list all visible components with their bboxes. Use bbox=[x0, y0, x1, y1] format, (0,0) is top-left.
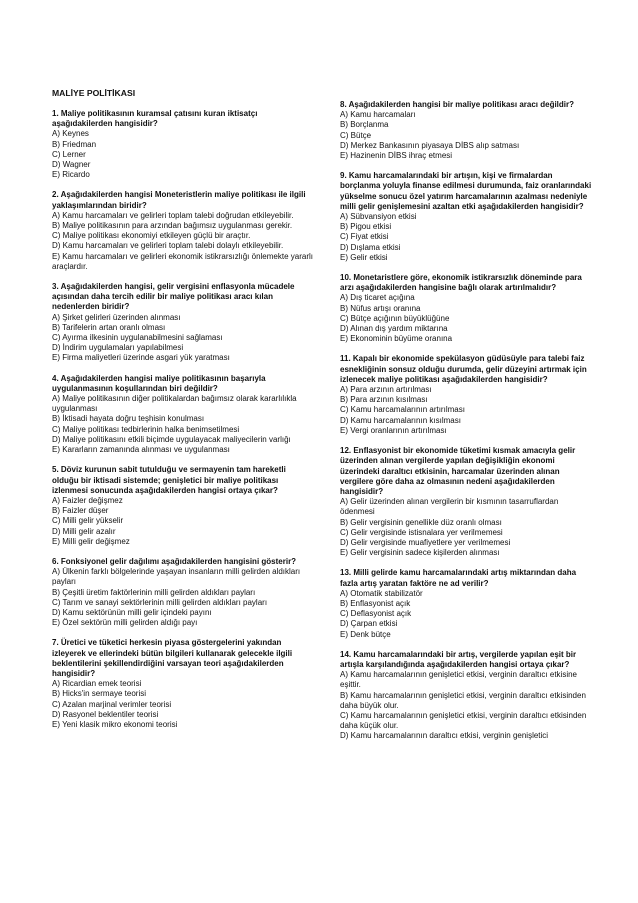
option-b: B) Maliye politikasının para arzından bağımsız uygulanması gerekir. bbox=[52, 221, 293, 231]
option-e: E) Kararların zamanında alınması ve uygulanması bbox=[52, 445, 230, 455]
option-d: D) Merkez Bankasının piyasaya DİBS alıp satması bbox=[340, 140, 520, 150]
option-a: A) Para arzının artırılması bbox=[340, 385, 432, 395]
question-text: 3. Aşağıdakilerden hangisi, gelir vergisini enflasyonla mücadele açısından daha tercih edilir bir maliye politikası aracı kılan nedenlerden biridir? bbox=[52, 282, 295, 312]
option-e: E) Ricardo bbox=[52, 170, 90, 180]
option-d: D) Kamu harcamalarının kısılması bbox=[340, 415, 461, 425]
option-e: E) Özel sektörün milli gelirden aldığı payı bbox=[52, 618, 198, 628]
option-c: C) Kamu harcamalarının genişletici etkisi, verginin daraltıcı etkisinden daha küçük olur. bbox=[340, 710, 587, 731]
option-c: C) Maliye politikası tedbirlerinin halka benimsetilmesi bbox=[52, 424, 240, 434]
option-d: D) Maliye politikasını etkili biçimde uygulayacak maliyecilerin varlığı bbox=[52, 434, 291, 444]
option-d: D) Alınan dış yardım miktarına bbox=[340, 324, 448, 334]
option-b: B) Nüfus artışı oranına bbox=[340, 303, 421, 313]
question-9 bbox=[340, 171, 595, 263]
option-e: E) Denk bütçe bbox=[340, 629, 391, 639]
option-c: C) Milli gelir yükselir bbox=[52, 516, 124, 526]
question-2 bbox=[52, 190, 314, 272]
option-a: A) Maliye politikasının diğer politikalardan bağımsız olarak kararlılıkla uygulanması bbox=[52, 394, 297, 414]
option-c: C) Ayırma ilkesinin uygulanabilmesini sağlaması bbox=[52, 333, 223, 343]
option-d: D) Çarpan etkisi bbox=[340, 619, 398, 629]
option-c: C) Deflasyonist açık bbox=[340, 609, 412, 619]
option-b: B) Gelir vergisinin genellikle düz oranlı olması bbox=[340, 517, 502, 527]
option-b: B) Borçlanma bbox=[340, 120, 389, 130]
option-c: C) Bütçe bbox=[340, 130, 372, 140]
option-b: B) İktisadi hayata doğru teşhisin konulması bbox=[52, 414, 205, 424]
option-a: A) Faizler değişmez bbox=[52, 495, 123, 505]
option-c: C) Azalan marjinal verimler teorisi bbox=[52, 699, 172, 709]
question-11 bbox=[340, 354, 595, 436]
question-13 bbox=[340, 568, 595, 639]
option-b: B) Para arzının kısılması bbox=[340, 395, 428, 405]
question-text: 2. Aşağıdakilerden hangisi Moneteristlerin maliye politikası ile ilgili yaklaşımlarından biridir? bbox=[52, 190, 306, 210]
option-a: A) Ülkenin farklı bölgelerinde yaşayan insanların milli gelirden aldıkları payları bbox=[52, 567, 301, 587]
option-c: C) Lerner bbox=[52, 149, 86, 159]
question-10 bbox=[340, 273, 595, 344]
option-a: A) Dış ticaret açığına bbox=[340, 293, 415, 303]
question-text: 10. Monetaristlere göre, ekonomik istikrarsızlık döneminde para arzı aşağıdakilerden hangisine bağlı olarak artırılmalıdır? bbox=[340, 273, 582, 293]
option-c: C) Bütçe açığının büyüklüğüne bbox=[340, 313, 450, 323]
option-a: A) Kamu harcamaları bbox=[340, 110, 416, 120]
option-a: A) Ricardian emek teorisi bbox=[52, 679, 142, 689]
question-text: 9. Kamu harcamalarındaki bir artışın, kişi ve firmalardan borçlanma yoluyla finanse edilmesi durumunda, faiz oranlarındaki yükselme sonucu özel yatırım harcamalarının azalması nedeniyle milli gelir genişlemesini azaltan etki aşağıdakilerden hangisidir? bbox=[340, 171, 592, 211]
question-1 bbox=[52, 109, 314, 180]
option-d: D) İndirim uygulamaları yapılabilmesi bbox=[52, 343, 184, 353]
question-4 bbox=[52, 374, 314, 456]
question-7 bbox=[52, 638, 314, 730]
option-d: D) Milli gelir azalır bbox=[52, 526, 116, 536]
option-d: D) Dışlama etkisi bbox=[340, 242, 401, 252]
option-a: A) Keynes bbox=[52, 129, 89, 139]
option-c: C) Maliye politikası ekonomiyi etkileyen güçlü bir araçtır. bbox=[52, 231, 251, 241]
option-b: B) Friedman bbox=[52, 139, 97, 149]
option-e: E) Gelir vergisinin sadece kişilerden alınması bbox=[340, 548, 500, 558]
option-a: A) Otomatik stabilizatör bbox=[340, 588, 423, 598]
question-text: 8. Aşağıdakilerden hangisi bir maliye politikası aracı değildir? bbox=[340, 100, 575, 109]
question-text: 6. Fonksiyonel gelir dağılımı aşağıdakilerden hangisini gösterir? bbox=[52, 556, 297, 566]
option-d: D) Wagner bbox=[52, 160, 91, 170]
option-a: A) Gelir üzerinden alınan vergilerin bir kısmının tasarruflardan ödenmesi bbox=[340, 497, 559, 517]
option-b: B) Tarifelerin artan oranlı olması bbox=[52, 322, 166, 332]
option-a: A) Kamu harcamaları ve gelirleri toplam talebi doğrudan etkileyebilir. bbox=[52, 210, 294, 220]
option-a: A) Kamu harcamalarının genişletici etkisi, verginin daraltıcı etkisine eşittir. bbox=[340, 670, 577, 690]
option-b: B) Hicks'in sermaye teorisi bbox=[52, 689, 146, 699]
right-column bbox=[340, 100, 595, 752]
question-text: 14. Kamu harcamalarındaki bir artış, vergilerde yapılan eşit bir artışla karşılandığında aşağıdakilerden hangisi ortaya çıkar? bbox=[340, 649, 577, 669]
option-e: E) Vergi oranlarının artırılması bbox=[340, 425, 447, 435]
option-b: B) Enflasyonist açık bbox=[340, 598, 411, 608]
option-a: A) Şirket gelirleri üzerinden alınması bbox=[52, 312, 181, 322]
option-d: D) Kamu harcamalarının daraltıcı etkisi, verginin genişletici bbox=[340, 731, 549, 741]
page-title: MALİYE POLİTİKASI bbox=[52, 88, 136, 98]
option-d: D) Kamu sektörünün milli gelir içindeki payını bbox=[52, 607, 212, 617]
option-c: C) Fiyat etkisi bbox=[340, 232, 389, 242]
option-d: D) Rasyonel beklentiler teorisi bbox=[52, 709, 159, 719]
option-c: C) Tarım ve sanayi sektörlerinin milli gelirden aldıkları payları bbox=[52, 597, 268, 607]
question-6 bbox=[52, 557, 314, 628]
question-text: 5. Döviz kurunun sabit tutulduğu ve sermayenin tam hareketli olduğu bir iktisadi sistemde; genişletici bir maliye politikası izlenmesi sonucunda aşağıdakilerden hangisi ortaya çıkar? bbox=[52, 465, 286, 495]
question-12 bbox=[340, 446, 595, 558]
question-text: 13. Milli gelirde kamu harcamalarındaki artış miktarından daha fazla artış yaratan faktöre ne ad verilir? bbox=[340, 568, 577, 588]
question-14 bbox=[340, 650, 595, 742]
option-d: D) Gelir vergisinde muafiyetlere yer verilmemesi bbox=[340, 537, 511, 547]
option-b: B) Çeşitli üretim faktörlerinin milli gelirden aldıkları payları bbox=[52, 587, 256, 597]
option-b: B) Faizler düşer bbox=[52, 506, 109, 516]
question-text: 7. Üretici ve tüketici herkesin piyasa göstergelerini yakından izleyerek ve ellerindeki bütün bilgileri kullanarak gelecekle ilgili beklentilerini şekillendirdiğini varsayan teori aşağıdakilerden hangisidir? bbox=[52, 638, 293, 678]
option-d: D) Kamu harcamaları ve gelirleri toplam talebi dolaylı etkileyebilir. bbox=[52, 241, 284, 251]
option-b: B) Pigou etkisi bbox=[340, 222, 392, 232]
option-e: E) Hazinenin DİBS ihraç etmesi bbox=[340, 151, 453, 161]
question-text: 11. Kapalı bir ekonomide spekülasyon güdüsüyle para talebi faiz esnekliğinin sonsuz olduğu durumda, gelir düzeyini artırmak için izlenecek maliye politikası aşağıdakilerden hangisidir? bbox=[340, 354, 587, 384]
option-e: E) Firma maliyetleri üzerinde asgari yük yaratması bbox=[52, 353, 230, 363]
question-3 bbox=[52, 282, 314, 364]
option-e: E) Yeni klasik mikro ekonomi teorisi bbox=[52, 719, 178, 729]
option-c: C) Gelir vergisinde istisnalara yer verilmemesi bbox=[340, 527, 503, 537]
question-5 bbox=[52, 465, 314, 547]
left-column bbox=[52, 88, 314, 740]
option-c: C) Kamu harcamalarının artırılması bbox=[340, 405, 465, 415]
option-e: E) Gelir etkisi bbox=[340, 252, 388, 262]
question-text: 12. Enflasyonist bir ekonomide tüketimi kısmak amacıyla gelir üzerinden alınan vergilerde yapılan değişikliğin ekonomi üzerindeki daraltıcı etkisinin, harcamalar üzerinden alınan vergilere göre daha az olmasının nedeni aşağıdakilerden hangisidir? bbox=[340, 446, 576, 496]
option-e: E) Milli gelir değişmez bbox=[52, 536, 130, 546]
question-text: 4. Aşağıdakilerden hangisi maliye politikasının başarıyla uygulanmasının koşullarından biri değildir? bbox=[52, 373, 266, 393]
question-text: 1. Maliye politikasının kuramsal çatısını kuran iktisatçı aşağıdakilerden hangisidir? bbox=[52, 109, 258, 129]
option-e: E) Ekonominin büyüme oranına bbox=[340, 334, 453, 344]
option-e: E) Kamu harcamaları ve gelirleri ekonomik istikrarsızlığı önlemekte yararlı araçlardır. bbox=[52, 251, 313, 271]
question-8 bbox=[340, 100, 595, 161]
option-a: A) Sübvansiyon etkisi bbox=[340, 212, 417, 222]
option-b: B) Kamu harcamalarının genişletici etkisi, verginin daraltıcı etkisinden daha büyük olur. bbox=[340, 690, 586, 710]
